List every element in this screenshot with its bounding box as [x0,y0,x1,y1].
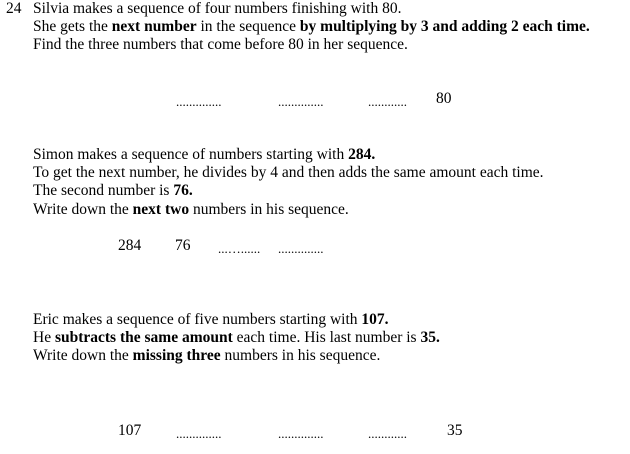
simon-answer-blank-1[interactable]: ...…...... [218,241,261,256]
silvia-line-1: Silvia makes a sequence of four numbers finishing with 80. [33,0,402,17]
simon-line-4-text-c: numbers in his sequence. [189,201,349,218]
silvia-last-number: 80 [436,90,452,107]
simon-second-number: 76 [175,237,191,254]
simon-first-number: 284 [118,237,142,254]
eric-last-number: 35 [447,422,463,439]
question-number: 24 [6,0,22,17]
simon-line-1-text-a: Simon makes a sequence of numbers starting with [33,146,349,163]
eric-line-3-text-a: Write down the [33,347,133,364]
eric-line-1 [33,311,389,329]
eric-line-2-bold-d: 35. [420,329,440,346]
eric-first-number: 107 [118,422,142,439]
eric-line-1-text-a: Eric makes a sequence of five numbers starting with [33,311,362,328]
simon-line-3-bold-b: 76. [173,182,193,199]
simon-line-3 [33,182,193,200]
eric-answer-blank-1[interactable]: .............. [176,426,222,441]
eric-line-1-bold-b: 107. [361,311,389,328]
simon-line-1 [33,146,375,164]
eric-line-3-bold-b: missing three [132,347,221,364]
silvia-answer-blank-2[interactable]: .............. [278,94,324,109]
eric-line-2-text-a: He [33,329,55,346]
eric-line-2-bold-b: subtracts the same amount [54,329,233,346]
eric-line-2-text-c: each time. His last number is [232,329,421,346]
silvia-line-3: Find the three numbers that come before 80 in her sequence. [33,36,408,53]
eric-line-2 [33,329,440,347]
silvia-answer-blank-3[interactable]: ............ [368,94,407,109]
simon-line-1-bold-b: 284. [348,146,376,163]
simon-line-4-text-a: Write down the [33,201,133,218]
silvia-line-2-text-c: in the sequence [196,18,300,35]
simon-line-4 [33,201,349,219]
simon-line-3-text-a: The second number is [33,182,174,199]
simon-line-2: To get the next number, he divides by 4 and then adds the same amount each time. [33,164,544,181]
eric-line-3 [33,347,380,365]
simon-line-4-bold-b: next two [132,201,190,218]
eric-line-3-text-c: numbers in his sequence. [220,347,381,364]
eric-answer-blank-3[interactable]: ............ [368,426,407,441]
silvia-line-2 [33,18,590,36]
silvia-line-2-bold-b: next number [111,18,197,35]
silvia-line-2-text-a: She gets the [33,18,112,35]
eric-answer-blank-2[interactable]: .............. [278,426,324,441]
simon-answer-blank-2[interactable]: .............. [278,241,324,256]
silvia-line-2-bold-d: by multiplying by 3 and adding 2 each time. [299,18,590,35]
silvia-answer-blank-1[interactable]: .............. [176,94,222,109]
